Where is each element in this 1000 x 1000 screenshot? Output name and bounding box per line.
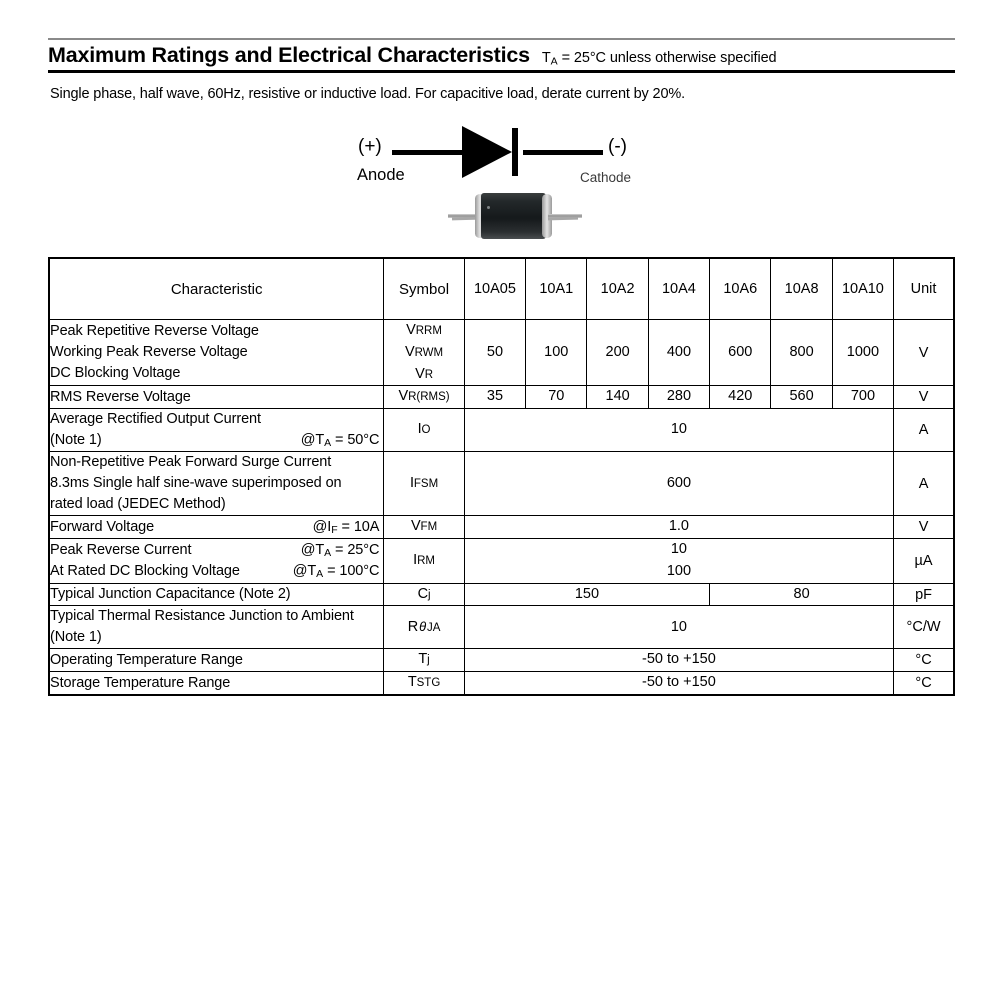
cell-value: 280 xyxy=(648,386,709,409)
cell-symbol: IO xyxy=(384,409,464,452)
cell-characteristic: Storage Temperature Range xyxy=(49,672,384,695)
specifications-table xyxy=(48,257,955,696)
cell-value: 800 xyxy=(771,320,832,386)
cell-unit: A xyxy=(894,452,954,516)
cell-value: 100 xyxy=(526,320,587,386)
title-rule-bottom xyxy=(48,70,955,73)
cathode-polarity-label: (-) xyxy=(608,136,627,157)
cell-symbol: Tj xyxy=(384,649,464,672)
cell-value: 140 xyxy=(587,386,648,409)
cell-value: 600 xyxy=(710,320,771,386)
title-condition-rest: = 25°C unless otherwise specified xyxy=(557,50,777,66)
cell-value: 400 xyxy=(648,320,709,386)
column-header-10a10: 10A10 xyxy=(832,258,893,320)
cell-value: 560 xyxy=(771,386,832,409)
cell-value: 1000 xyxy=(832,320,893,386)
cell-value-merged: 600 xyxy=(464,452,893,516)
photo-lead-right-2 xyxy=(548,217,578,221)
cell-value-merged: -50 to +150 xyxy=(464,672,893,695)
cell-characteristic: Typical Junction Capacitance (Note 2) xyxy=(49,583,384,606)
column-header-unit: Unit xyxy=(894,258,954,320)
cell-symbol: RθJA xyxy=(384,606,464,649)
table-row xyxy=(49,672,954,695)
table-row xyxy=(49,583,954,606)
cell-value-merged: 10 100 xyxy=(464,539,893,584)
cell-unit: V xyxy=(894,516,954,539)
cell-symbol: VRRM VRWM VR xyxy=(384,320,464,386)
cell-value-merged: 10 xyxy=(464,606,893,649)
table-row xyxy=(49,320,954,386)
table-header-row xyxy=(49,258,954,320)
cell-symbol: VFM xyxy=(384,516,464,539)
cell-unit: pF xyxy=(894,583,954,606)
cell-value-merged: -50 to +150 xyxy=(464,649,893,672)
cell-characteristic: Typical Thermal Resistance Junction to Ambient (Note 1) xyxy=(49,606,384,649)
cell-characteristic: $@I_F = 10A$ Forward Voltage xyxy=(49,516,384,539)
cell-symbol: TSTG xyxy=(384,672,464,695)
cell-value-merged: 150 xyxy=(464,583,709,606)
cell-characteristic: Peak Repetitive Reverse Voltage Working Peak Reverse Voltage DC Blocking Voltage xyxy=(49,320,384,386)
cathode-lead-line xyxy=(523,150,603,155)
photo-diode-body xyxy=(481,193,546,239)
cell-value: 200 xyxy=(587,320,648,386)
subtitle-text: Single phase, half wave, 60Hz, resistive or inductive load. For capacitive load, derate current by 20%. xyxy=(50,86,685,102)
cell-characteristic: Operating Temperature Range xyxy=(49,649,384,672)
table-row xyxy=(49,452,954,516)
cell-value-merged: 10 xyxy=(464,409,893,452)
column-header-10a1: 10A1 xyxy=(526,258,587,320)
page-title: Maximum Ratings and Electrical Characteristics xyxy=(48,43,530,67)
table-row xyxy=(49,539,954,584)
cell-characteristic: $@T_A = 25^\circ C$ Peak Reverse Current $@T_A = 100^\circ C$ At Rated DC Blocking Voltage xyxy=(49,539,384,584)
table-row xyxy=(49,516,954,539)
table-row xyxy=(49,386,954,409)
table-row xyxy=(49,649,954,672)
table-row xyxy=(49,606,954,649)
column-header-10a2: 10A2 xyxy=(587,258,648,320)
cell-characteristic: Non-Repetitive Peak Forward Surge Current 8.3ms Single half sine-wave superimposed on rated load (JEDEC Method) xyxy=(49,452,384,516)
column-header-characteristic: Characteristic xyxy=(49,258,384,320)
cell-unit: µA xyxy=(894,539,954,584)
cell-unit: °C xyxy=(894,672,954,695)
column-header-10a8: 10A8 xyxy=(771,258,832,320)
column-header-10a6: 10A6 xyxy=(710,258,771,320)
column-header-symbol: Symbol xyxy=(384,258,464,320)
title-line xyxy=(48,40,955,70)
cell-value: 420 xyxy=(710,386,771,409)
table-row xyxy=(49,409,954,452)
cell-symbol: Cj xyxy=(384,583,464,606)
cell-unit: V xyxy=(894,320,954,386)
diode-symbol-cathode-bar-icon xyxy=(512,128,518,176)
diode-symbol-triangle-icon xyxy=(462,126,512,178)
cell-characteristic: RMS Reverse Voltage xyxy=(49,386,384,409)
column-header-10a05: 10A05 xyxy=(464,258,525,320)
cell-value-merged: 80 xyxy=(710,583,894,606)
cell-value: 50 xyxy=(464,320,525,386)
title-condition xyxy=(542,50,777,67)
cathode-label: Cathode xyxy=(580,170,632,185)
diode-package-photo xyxy=(448,190,578,242)
diode-diagram xyxy=(340,118,670,253)
cell-value: 70 xyxy=(526,386,587,409)
cell-unit: °C xyxy=(894,649,954,672)
anode-polarity-label: (+) xyxy=(358,136,382,157)
cell-characteristic: Average Rectified Output Current $@T_A = 50^\circ C$ (Note 1) xyxy=(49,409,384,452)
title-condition-subscript: A xyxy=(550,55,558,68)
column-header-10a4: 10A4 xyxy=(648,258,709,320)
cell-value-merged: 1.0 xyxy=(464,516,893,539)
title-condition-prefix: T xyxy=(541,50,551,66)
cell-unit: V xyxy=(894,386,954,409)
cell-unit: °C/W xyxy=(894,606,954,649)
cell-symbol: IFSM xyxy=(384,452,464,516)
cell-unit: A xyxy=(894,409,954,452)
cell-value: 35 xyxy=(464,386,525,409)
title-block xyxy=(48,38,955,73)
cell-symbol: VR(RMS) xyxy=(384,386,464,409)
cell-symbol: IRM xyxy=(384,539,464,584)
cell-value: 700 xyxy=(832,386,893,409)
anode-label: Anode xyxy=(357,166,405,184)
